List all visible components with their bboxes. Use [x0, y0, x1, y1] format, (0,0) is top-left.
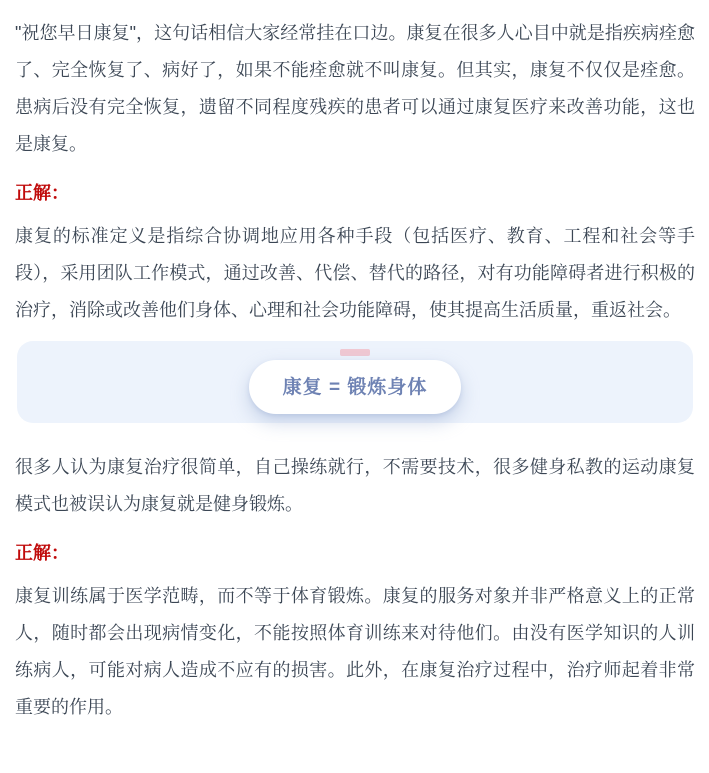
intro-paragraph: "祝您早日康复"，这句话相信大家经常挂在口边。康复在很多人心目中就是指疾病痊愈了、完全恢复了、病好了，如果不能痊愈就不叫康复。但其实，康复不仅仅是痊愈。患病后没有完全恢复，遗留不同程度残疾的患者可以通过康复医疗来改善功能，这也是康复。	[15, 23, 695, 154]
correct-answer-heading-2: 正解：	[15, 543, 69, 563]
myth-pill	[249, 360, 462, 414]
myth-paragraph: 很多人认为康复治疗很简单，自己操练就行，不需要技术，很多健身私教的运动康复模式也被误认为康复就是健身锻炼。	[15, 457, 695, 514]
card-accent-bar	[340, 349, 370, 356]
definition-paragraph: 康复的标准定义是指综合协调地应用各种手段（包括医疗、教育、工程和社会等手段），采用团队工作模式，通过改善、代偿、替代的路径，对有功能障碍者进行积极的治疗，消除或改善他们身体、心理和社会功能障碍，使其提高生活质量，重返社会。	[15, 226, 695, 320]
training-paragraph: 康复训练属于医学范畴，而不等于体育锻炼。康复的服务对象并非严格意义上的正常人，随时都会出现病情变化，不能按照体育训练来对待他们。由没有医学知识的人训练病人，可能对病人造成不应有的损害。此外，在康复治疗过程中，治疗师起着非常重要的作用。	[15, 586, 695, 717]
myth-card	[17, 341, 693, 423]
myth-pill-label: 康复 = 锻炼身体	[282, 376, 428, 398]
correct-answer-heading-1: 正解：	[15, 183, 69, 203]
